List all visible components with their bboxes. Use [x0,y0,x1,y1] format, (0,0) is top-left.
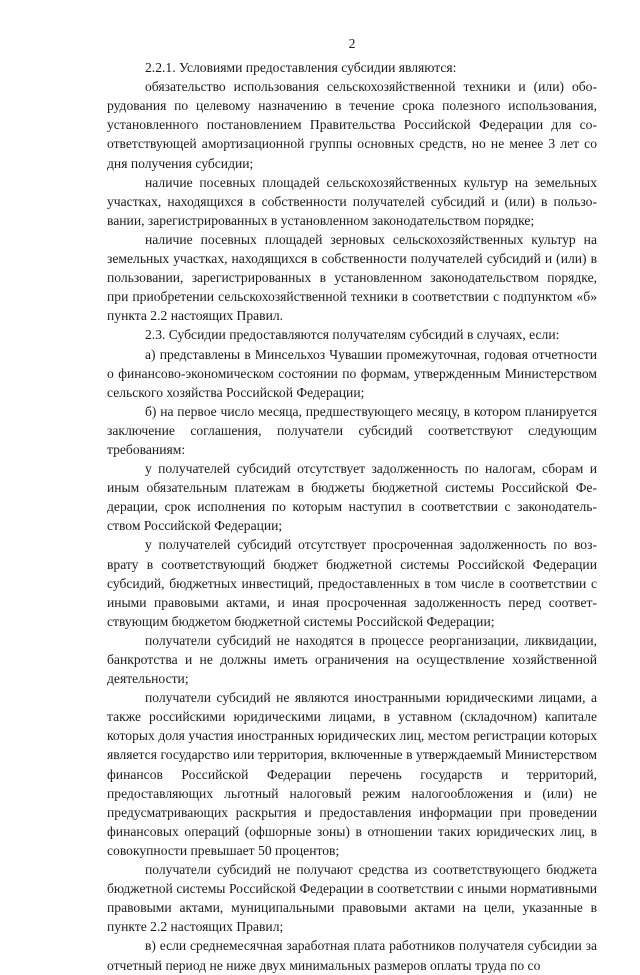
paragraph: у получателей субсидий отсутствует задолженность по налогам, сборам и иным обязательным платежам в бюджеты бюджетной системы Российской Федерации, срок исполнения по которым наступил в соответствии с законодательством Российской Федерации; [107,461,597,534]
paragraph: 2.2.1. Условиями предоставления субсидии являются: [145,60,457,76]
paragraph: обязательство использования сельскохозяйственной техники и (или) оборудования по целевому назначению в течение срока полезного использования, установленного постановлением Правительства Российской Федерации для соответствующей амортизационной группы основных средств, но не менее 3 лет со дня получения субсидии; [107,79,597,171]
paragraph: получатели субсидий не получают средства из соответствующего бюджета бюджетной системы Российской Федерации в соответствии с иными нормативными правовыми актами, муниципальными правовыми актами на цели, указанные в пункте 2.2 настоящих Правил; [107,862,597,935]
paragraph: б) на первое число месяца, предшествующего месяцу, в котором планируется заключение соглашения, получатели субсидий соответствуют следующим требованиям: [107,403,597,457]
paragraph: получатели субсидий не находятся в процессе реорганизации, ликвидации, банкротства и не должны иметь ограничения на осуществление хозяйственной деятельности; [107,632,597,687]
paragraph: 2.3. Субсидии предоставляются получателям субсидий в случаях, если: [145,327,560,343]
document-page [107,34,597,975]
paragraph: в) если среднемесячная заработная плата работников получателя субсидии за отчетный период не ниже двух минимальных размеров оплаты труда по со [107,938,597,973]
paragraph: наличие посевных площадей зерновых сельскохозяйственных культур на земельных участках, находящихся в собственности получателей субсидий и (или) в пользовании, зарегистрированных в установленном законодательством порядке, при приобретении сельскохозяйственной техники в соответствии с подпунктом «б» пункта 2.2 настоящих Правил. [107,231,597,324]
paragraph: а) представлены в Минсельхоз Чувашии промежуточная, годовая отчетности о финансово-экономическом состоянии по формам, утвержденным Министерством сельского хозяйства Российской Федерации; [107,346,597,400]
paragraph: у получателей субсидий отсутствует просроченная задолженность по возврату в соответствующий бюджет бюджетной системы Российской Федерации субсидий, бюджетных инвестиций, предоставленных в том числе в соответствии с иными правовыми актами, и иная просроченная задолженность перед соответствующим бюджетом бюджетной системы Российской Федерации; [107,537,597,629]
paragraph: получатели субсидий не являются иностранными юридическими лицами, а также российскими юридическими лицами, в уставном (складочном) капитале которых доля участия иностранных юридических лиц, местом регистрации которых является государство или территория, включенные в утверждаемый Министерством финансов Российской Федерации перечень государств и территорий, предоставляющих льготный налоговый режим налогообложения и (или) не предусматривающих раскрытия и предоставления информации при проведении финансовых операций (офшорные зоны) в отношении таких юридических лиц, в совокупности превышает 50 процентов; [107,690,597,858]
page-number: 2 [348,36,356,51]
paragraph: наличие посевных площадей сельскохозяйственных культур на земельных участках, находящихся в собственности получателей субсидий и (или) в пользовании, зарегистрированных в установленном законодательством порядке; [107,174,597,228]
